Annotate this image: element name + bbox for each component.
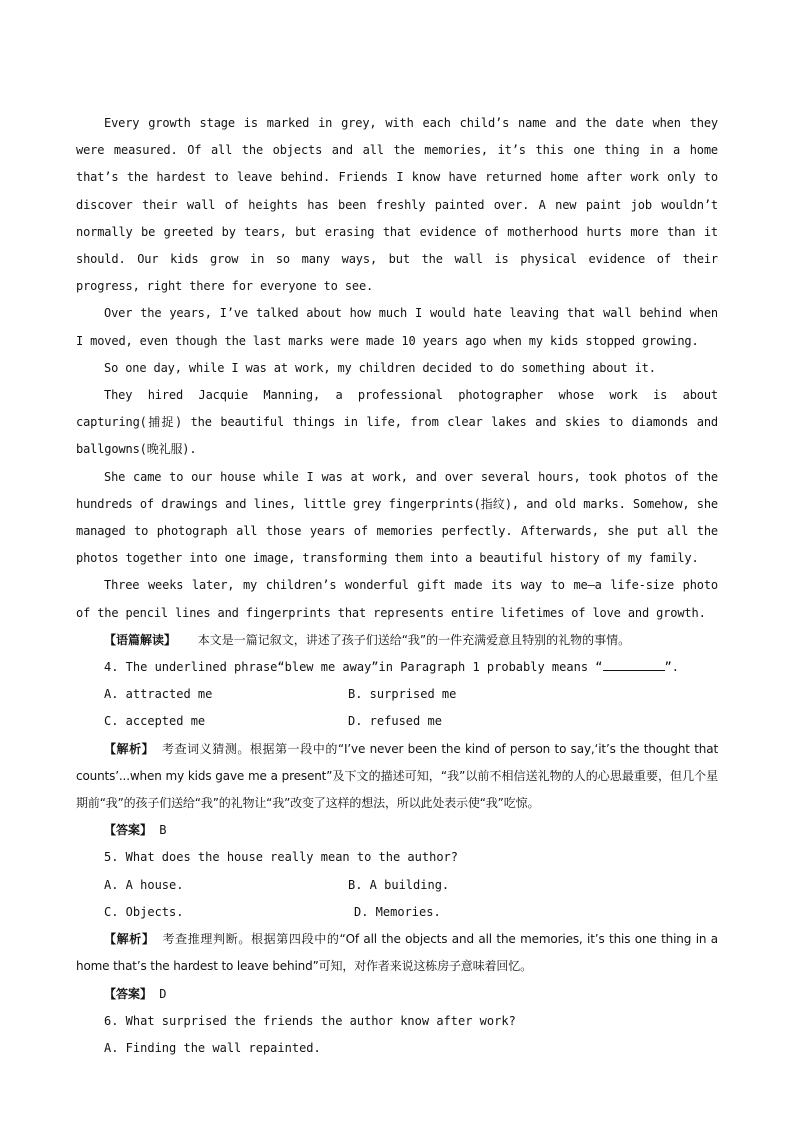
q4-answer (76, 817, 718, 844)
q5-analysis (76, 926, 718, 980)
q4-option-d: D. refused me (348, 714, 442, 729)
q4-analysis-tag: 【解析】 (104, 741, 155, 756)
q6-stem: 6. What surprised the friends the author know after work? (104, 1013, 516, 1028)
q4-answer-blank (603, 656, 665, 671)
passage-paragraph-5: She came to our house while I was at work, and over several hours, took photos of the hundreds of drawings and lines, little grey fingerprints(指纹), and old marks. Somehow, she managed to photograph all those years of memories perfectly. Afterwards, she put all the photos together into one image, transforming them into a beautiful history of my family. (76, 469, 718, 566)
q5-analysis-tag: 【解析】 (104, 932, 155, 947)
q4-option-c: C. accepted me (104, 714, 206, 729)
q4-options-row-1 (76, 681, 718, 708)
q4-stem (76, 654, 718, 681)
reading-guide-text: 本文是一篇记叙文，讲述了孩子们送给“我”的一件充满爱意且特别的礼物的事情。 (197, 632, 631, 647)
passage-paragraph-2: Over the years, I’ve talked about how much I would hate leaving that wall behind when I moved, even though the last marks were made 10 years ago when my kids stopped growing. (76, 306, 718, 348)
q5-analysis-text: 考查推理判断。根据第四段中的“Of all the objects and all the memories, it’s this one thing in a home that’s the hardest to leave behind”可知，对作者来说这栋房子意味着回忆。 (76, 932, 718, 974)
q4-analysis-text: 考查词义猜测。根据第一段中的“I’ve never been the kind of person to say,‘it’s the thought that counts’...when my kids gave me a present”及下文的描述可知，“我”以前不相信送礼物的人的心思最重要，但几个星期前“我”的孩子们送给“我”的礼物让“我”改变了这样的想法，所以此处表示使“我”吃惊。 (76, 741, 719, 811)
q6-option-a: A. Finding the wall repainted. (104, 1040, 321, 1055)
passage-paragraph-1: Every growth stage is marked in grey, with each child’s name and the date when they were measured. Of all the objects and all the memories, it’s this one thing in a home that’s the hardest to leave behind. Friends I know have returned home after work only to discover their wall of heights has been freshly painted over. A new paint job wouldn’t normally be greeted by tears, but erasing that evidence of motherhood hurts more than it should. Our kids grow in so many ways, but the wall is physical evidence of their progress, right there for everyone to see. (76, 116, 718, 294)
q4-answer-tag: 【答案】 (104, 823, 153, 838)
q4-option-a: A. attracted me (104, 687, 213, 702)
q5-stem: 5. What does the house really mean to the author? (104, 850, 459, 865)
q5-options-row-2 (76, 899, 718, 926)
passage-paragraph-3: So one day, while I was at work, my children decided to do something about it. (104, 360, 656, 375)
q4-stem-end: ”. (664, 660, 679, 675)
q4-options-row-2 (76, 708, 718, 735)
reading-guide-tag: 【语篇解读】 (104, 632, 177, 647)
q5-answer-value: D (159, 986, 167, 1001)
q4-stem-text: 4. The underlined phrase“blew me away”in Paragraph 1 probably means “ (104, 660, 603, 675)
q5-option-a: A. A house. (104, 877, 184, 892)
passage-paragraph-6: Three weeks later, my children’s wonderful gift made its way to me—a life-size photo of the pencil lines and fingerprints that represents entire lifetimes of love and growth. (76, 578, 718, 620)
q5-options-row-1 (76, 872, 718, 899)
q5-option-c: C. Objects. (104, 904, 184, 919)
q4-answer-value: B (159, 823, 167, 838)
q5-answer-tag: 【答案】 (104, 986, 153, 1001)
q4-analysis (76, 736, 718, 818)
q5-option-b: B. A building. (348, 877, 450, 892)
q5-answer (76, 981, 718, 1008)
reading-guide (76, 627, 718, 654)
passage-paragraph-4: They hired Jacquie Manning, a professional photographer whose work is about capturing(捕捉) the beautiful things in life, from clear lakes and skies to diamonds and ballgowns(晚礼服). (76, 388, 718, 457)
document-content (76, 110, 718, 1062)
q4-option-b: B. surprised me (348, 687, 457, 702)
q5-option-d: D. Memories. (354, 904, 441, 919)
